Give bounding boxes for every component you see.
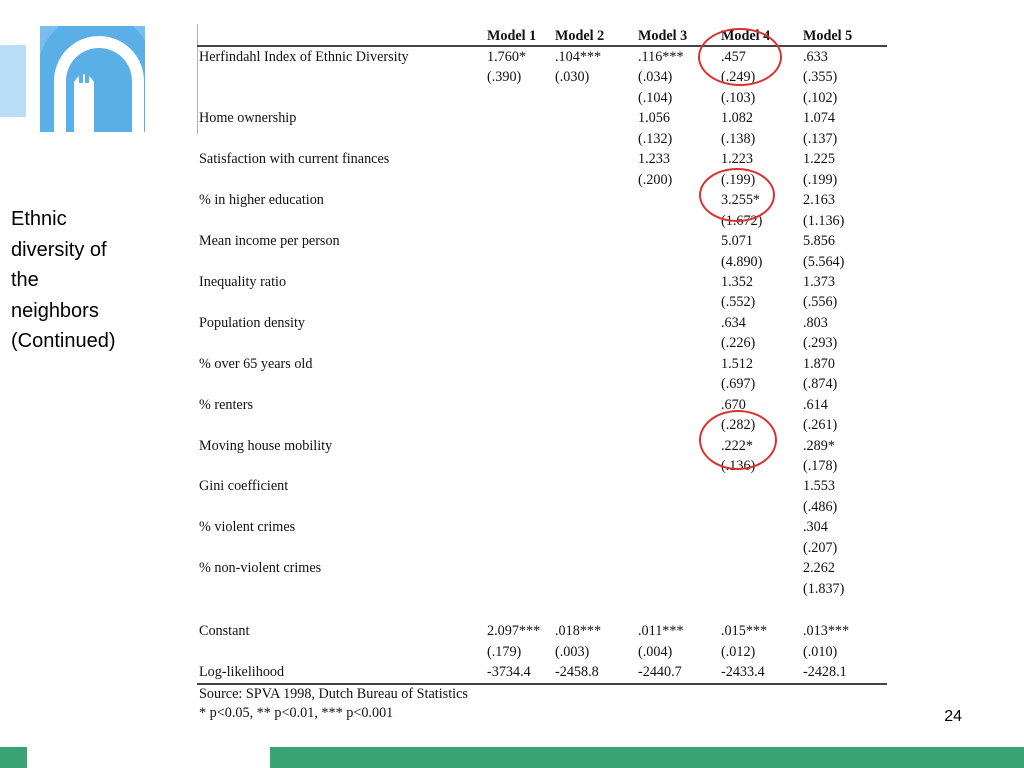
- table-cell: 1.352: [721, 273, 753, 290]
- row-label: % violent crimes: [199, 519, 296, 536]
- row-label: % renters: [199, 396, 253, 413]
- table-cell: 1.223: [721, 151, 753, 168]
- row-label: Home ownership: [199, 110, 297, 127]
- table-cell: 1.074: [803, 110, 835, 127]
- row-label: Herfindahl Index of Ethnic Diversity: [199, 49, 409, 65]
- table-cell: 1.056: [638, 110, 670, 127]
- table-cell: .803: [803, 314, 828, 331]
- table-cell: (.137): [803, 130, 838, 147]
- table-cell: .457: [721, 49, 746, 65]
- logo-side-strip: [0, 45, 26, 117]
- row-label: Log-likelihood: [199, 664, 285, 681]
- table-cell: .018***: [555, 623, 602, 640]
- table-cell: 2.097***: [487, 623, 541, 640]
- row-label: Moving house mobility: [199, 437, 333, 454]
- table-cell: (.104): [638, 89, 673, 106]
- column-header: Model 2: [555, 28, 605, 44]
- table-cell: (1.136): [803, 212, 845, 229]
- table-cell: .289*: [803, 437, 835, 454]
- table-cell: .222*: [721, 437, 753, 454]
- table-cell: 1.082: [721, 110, 753, 127]
- table-cell: 1.870: [803, 355, 835, 372]
- table-cell: .116***: [638, 49, 684, 65]
- table-cell: (.004): [638, 643, 673, 660]
- row-label: Constant: [199, 623, 250, 640]
- table-cell: (.874): [803, 376, 838, 393]
- column-header: Model 3: [638, 28, 688, 44]
- table-cell: (.102): [803, 89, 838, 106]
- table-cell: (.390): [487, 69, 522, 86]
- table-cell: (.697): [721, 376, 756, 393]
- university-logo-icon: [40, 26, 145, 132]
- table-cell: .614: [803, 396, 828, 413]
- table-cell: -2433.4: [721, 664, 765, 681]
- table-cell: (.226): [721, 335, 756, 352]
- slide-title: Ethnic diversity of the neighbors (Continued): [11, 208, 116, 352]
- table-cell: (.556): [803, 294, 838, 311]
- footer-bar-left: [0, 747, 27, 768]
- row-label: Mean income per person: [199, 233, 340, 250]
- table-cell: .011***: [638, 623, 684, 640]
- table-cell: .670: [721, 396, 746, 413]
- row-label: % in higher education: [199, 192, 324, 209]
- table-source-note: Source: SPVA 1998, Dutch Bureau of Statistics: [199, 686, 468, 702]
- row-label: Inequality ratio: [199, 273, 287, 290]
- row-label: Population density: [199, 314, 306, 331]
- table-cell: (1.672): [721, 212, 763, 229]
- table-significance-note: * p<0.05, ** p<0.01, *** p<0.001: [199, 705, 394, 721]
- table-cell: 1.373: [803, 273, 835, 290]
- table-cell: (.199): [803, 171, 838, 188]
- table-cell: .013***: [803, 623, 850, 640]
- table-cell: (.249): [721, 69, 756, 86]
- table-cell: (5.564): [803, 253, 845, 270]
- table-cell: (.003): [555, 643, 590, 660]
- table-cell: (.486): [803, 498, 838, 515]
- table-cell: (.200): [638, 171, 673, 188]
- row-label: Satisfaction with current finances: [199, 151, 390, 168]
- table-cell: 1.233: [638, 151, 670, 168]
- table-cell: -2428.1: [803, 664, 847, 681]
- highlight-circle-herfindahl: [698, 28, 782, 86]
- table-cell: 3.255*: [721, 192, 761, 209]
- footer-bar-right: [270, 747, 1024, 768]
- table-cell: (.132): [638, 130, 673, 147]
- table-cell: (.012): [721, 643, 756, 660]
- table-cell: (4.890): [721, 253, 763, 270]
- table-cell: (.136): [721, 458, 756, 474]
- table-cell: 2.262: [803, 560, 835, 577]
- table-cell: (.261): [803, 417, 838, 434]
- table-cell: 1.553: [803, 478, 835, 495]
- table-cell: (.179): [487, 643, 522, 660]
- table-cell: -3734.4: [487, 664, 531, 681]
- table-cell: (.034): [638, 69, 673, 86]
- table-cell: .634: [721, 314, 746, 331]
- table-cell: (.178): [803, 458, 838, 474]
- table-cell: (.207): [803, 539, 838, 556]
- table-cell: (.030): [555, 69, 590, 86]
- table-cell: (.199): [721, 171, 756, 188]
- column-header: Model 5: [803, 28, 853, 44]
- table-cell: (.552): [721, 294, 756, 311]
- table-cell: (.103): [721, 89, 756, 106]
- table-cell: .015***: [721, 623, 768, 640]
- column-header: Model 1: [487, 28, 537, 44]
- table-top-rule: [197, 45, 887, 47]
- table-cell: 5.856: [803, 233, 835, 250]
- table-cell: 1.225: [803, 151, 835, 168]
- table-cell: 1.760*: [487, 49, 527, 65]
- table-cell: (.293): [803, 335, 838, 352]
- table-cell: -2458.8: [555, 664, 599, 681]
- row-label: Gini coefficient: [199, 478, 289, 495]
- table-cell: (1.837): [803, 580, 845, 597]
- table-cell: (.355): [803, 69, 838, 86]
- table-cell: 2.163: [803, 192, 835, 209]
- table-cell: .633: [803, 49, 828, 65]
- table-cell: .104***: [555, 49, 602, 65]
- highlight-circle-mobility: [699, 410, 777, 470]
- highlight-circle-higher-education: [699, 168, 775, 222]
- table-cell: (.282): [721, 417, 756, 434]
- regression-table: [197, 22, 887, 727]
- column-header: Model 4: [721, 28, 771, 44]
- table-cell: .304: [803, 519, 828, 536]
- table-cell: (.010): [803, 643, 838, 660]
- table-cell: (.138): [721, 130, 756, 147]
- row-label: % non-violent crimes: [199, 560, 322, 577]
- row-label: % over 65 years old: [199, 355, 313, 372]
- page-number: 24: [944, 708, 962, 725]
- table-cell: -2440.7: [638, 664, 682, 681]
- table-cell: 1.512: [721, 355, 753, 372]
- table-cell: 5.071: [721, 233, 753, 250]
